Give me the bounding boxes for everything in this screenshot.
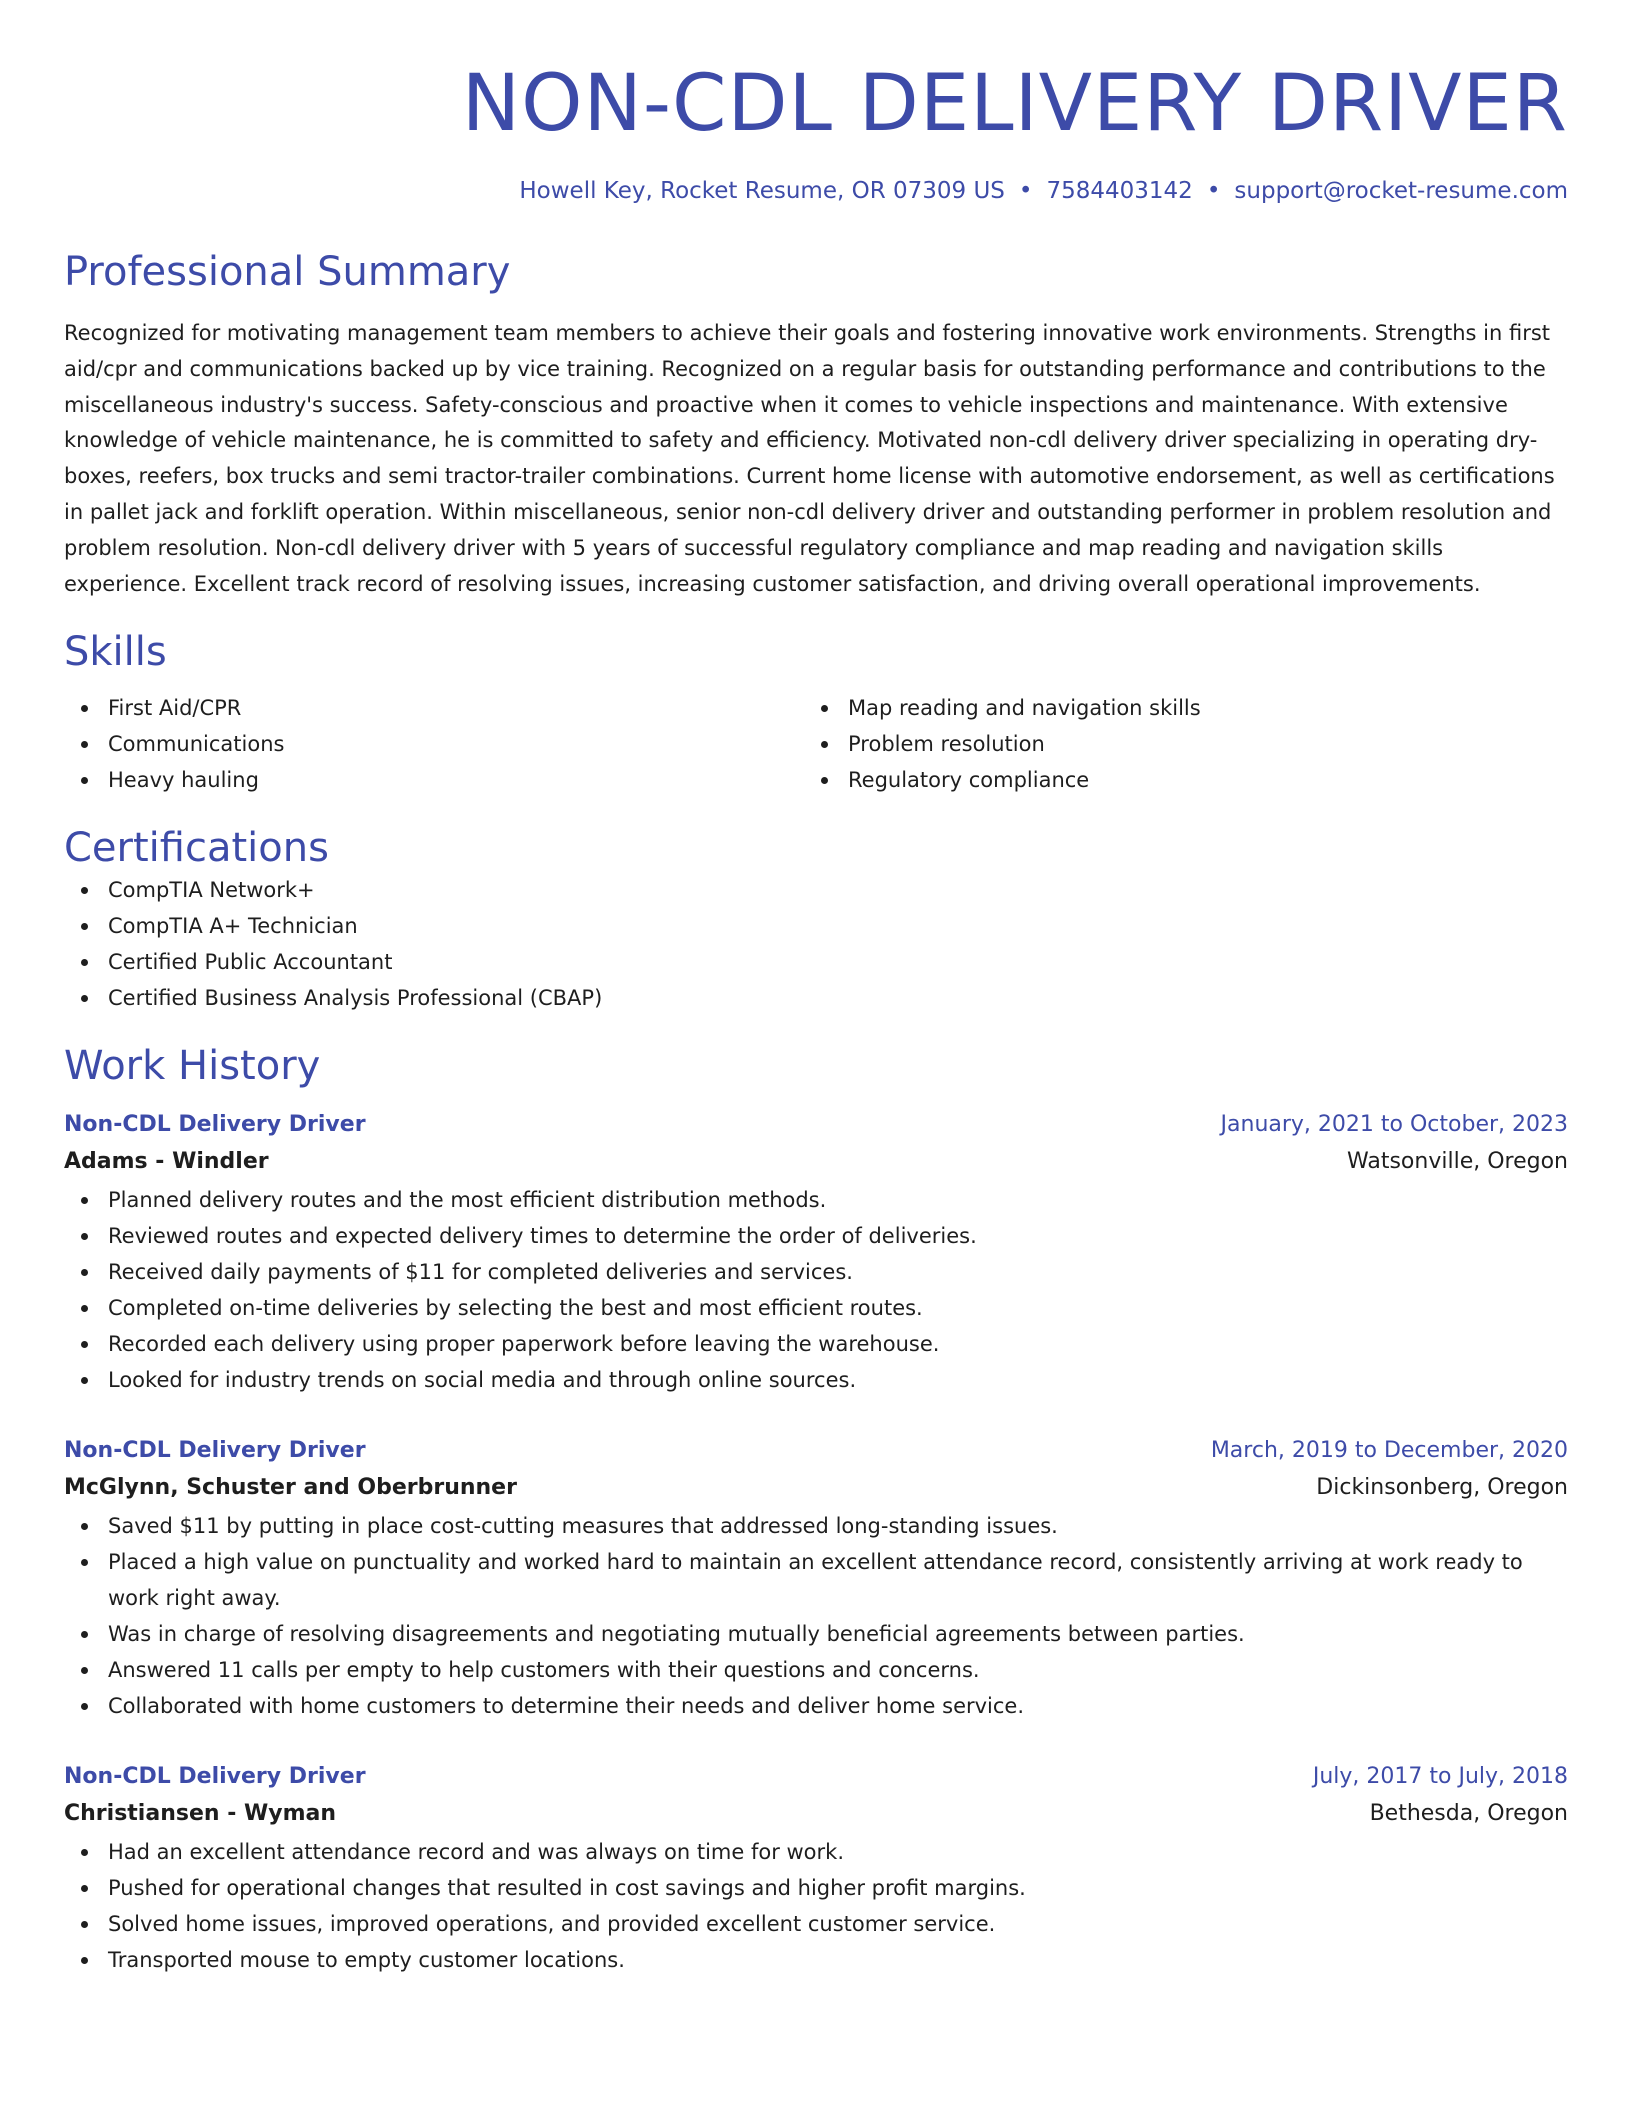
job-title: Non-CDL Delivery Driver	[64, 1112, 366, 1138]
contact-separator: •	[1018, 178, 1033, 204]
contact-line	[64, 176, 1568, 206]
job-bullet: Completed on-time deliveries by selecting the best and most efficient routes.	[64, 1290, 1568, 1326]
contact-phone[interactable]: 7584403142	[1046, 178, 1193, 204]
job-bullet: Saved $11 by putting in place cost-cutting measures that addressed long-standing issues.	[64, 1508, 1568, 1544]
skill-item: Regulatory compliance	[804, 762, 1544, 798]
job-bullet: Solved home issues, improved operations, and provided excellent customer service.	[64, 1906, 1568, 1942]
job-location: Bethesda, Oregon	[1369, 1801, 1568, 1827]
summary-heading: Professional Summary	[64, 249, 511, 295]
job-company-row	[64, 1794, 1568, 1834]
contact-address: Howell Key, Rocket Resume, OR 07309 US	[519, 178, 1005, 204]
skills-section	[64, 628, 1568, 798]
job-title: Non-CDL Delivery Driver	[64, 1438, 366, 1464]
job-bullet: Pushed for operational changes that resulted in cost savings and higher profit margins.	[64, 1870, 1568, 1906]
job-entry	[64, 1760, 1568, 1978]
job-company: Adams - Windler	[64, 1149, 269, 1175]
skills-list-left	[64, 690, 804, 798]
job-company: Christiansen - Wyman	[64, 1801, 337, 1827]
work-history-heading: Work History	[64, 1043, 321, 1090]
skill-item: Communications	[64, 726, 804, 762]
job-bullet: Placed a high value on punctuality and worked hard to maintain an excellent attendance record, consistently arriving at work ready to work right away.	[64, 1544, 1568, 1616]
job-entry	[64, 1434, 1568, 1724]
skill-item: Map reading and navigation skills	[804, 690, 1544, 726]
job-bullet: Planned delivery routes and the most efficient distribution methods.	[64, 1182, 1568, 1218]
skill-item: Heavy hauling	[64, 762, 804, 798]
skill-item: Problem resolution	[804, 726, 1544, 762]
job-bullet: Answered 11 calls per empty to help customers with their questions and concerns.	[64, 1652, 1568, 1688]
job-bullet: Recorded each delivery using proper paperwork before leaving the warehouse.	[64, 1326, 1568, 1362]
skill-item: First Aid/CPR	[64, 690, 804, 726]
job-bullet: Received daily payments of $11 for completed deliveries and services.	[64, 1254, 1568, 1290]
job-bullets	[64, 1182, 1568, 1398]
job-bullets	[64, 1834, 1568, 1978]
candidate-name: NON-CDL DELIVERY DRIVER	[461, 59, 1568, 149]
job-dates: March, 2019 to December, 2020	[1210, 1438, 1568, 1464]
resume-header	[64, 56, 1568, 206]
work-history-section	[64, 1042, 1568, 1978]
job-company: McGlynn, Schuster and Oberbrunner	[64, 1475, 517, 1501]
job-company-row	[64, 1142, 1568, 1182]
skills-list-right	[804, 690, 1544, 798]
skills-heading: Skills	[64, 629, 167, 676]
certifications-list	[64, 872, 1568, 1016]
job-bullet: Collaborated with home customers to determine their needs and deliver home service.	[64, 1688, 1568, 1724]
job-title-row	[64, 1760, 1568, 1794]
job-bullet: Transported mouse to empty customer locations.	[64, 1942, 1568, 1978]
job-dates: July, 2017 to July, 2018	[1312, 1764, 1568, 1790]
certification-item: CompTIA A+ Technician	[64, 908, 1568, 944]
job-bullets	[64, 1508, 1568, 1724]
job-company-row	[64, 1468, 1568, 1508]
job-location: Dickinsonberg, Oregon	[1316, 1475, 1568, 1501]
certifications-heading: Certifications	[64, 825, 329, 872]
job-bullet: Reviewed routes and expected delivery times to determine the order of deliveries.	[64, 1218, 1568, 1254]
skills-grid	[64, 690, 1568, 798]
summary-section	[64, 248, 1568, 602]
job-bullet: Looked for industry trends on social media and through online sources.	[64, 1362, 1568, 1398]
certification-item: Certified Business Analysis Professional (CBAP)	[64, 980, 1568, 1016]
certification-item: CompTIA Network+	[64, 872, 1568, 908]
certification-item: Certified Public Accountant	[64, 944, 1568, 980]
job-location: Watsonville, Oregon	[1347, 1149, 1568, 1175]
job-bullet: Had an excellent attendance record and was always on time for work.	[64, 1834, 1568, 1870]
job-bullet: Was in charge of resolving disagreements and negotiating mutually beneficial agreements between parties.	[64, 1616, 1568, 1652]
summary-text: Recognized for motivating management team members to achieve their goals and fostering innovative work environments. Strengths in first aid/cpr and communications backed up by vice training. Recognized on a regular basis for outstanding performance and contributions to the miscellaneous industry's success. Safety-conscious and proactive when it comes to vehicle inspections and maintenance. With extensive knowledge of vehicle maintenance, he is committed to safety and efficiency. Motivated non-cdl delivery driver specializing in operating dry-boxes, reefers, box trucks and semi tractor-trailer combinations. Current home license with automotive endorsement, as well as certifications in pallet jack and forklift operation. Within miscellaneous, senior non-cdl delivery driver and outstanding performer in problem resolution and problem resolution. Non-cdl delivery driver with 5 years of successful regulatory compliance and map reading and navigation skills experience. Excellent track record of resolving issues, increasing customer satisfaction, and driving overall operational improvements.	[64, 321, 1555, 596]
job-entry	[64, 1108, 1568, 1398]
job-dates: January, 2021 to October, 2023	[1220, 1112, 1568, 1138]
job-title-row	[64, 1434, 1568, 1468]
contact-email[interactable]: support@rocket-resume.com	[1234, 178, 1568, 204]
certifications-section	[64, 824, 1568, 1016]
job-title-row	[64, 1108, 1568, 1142]
contact-separator: •	[1206, 178, 1221, 204]
job-title: Non-CDL Delivery Driver	[64, 1764, 366, 1790]
